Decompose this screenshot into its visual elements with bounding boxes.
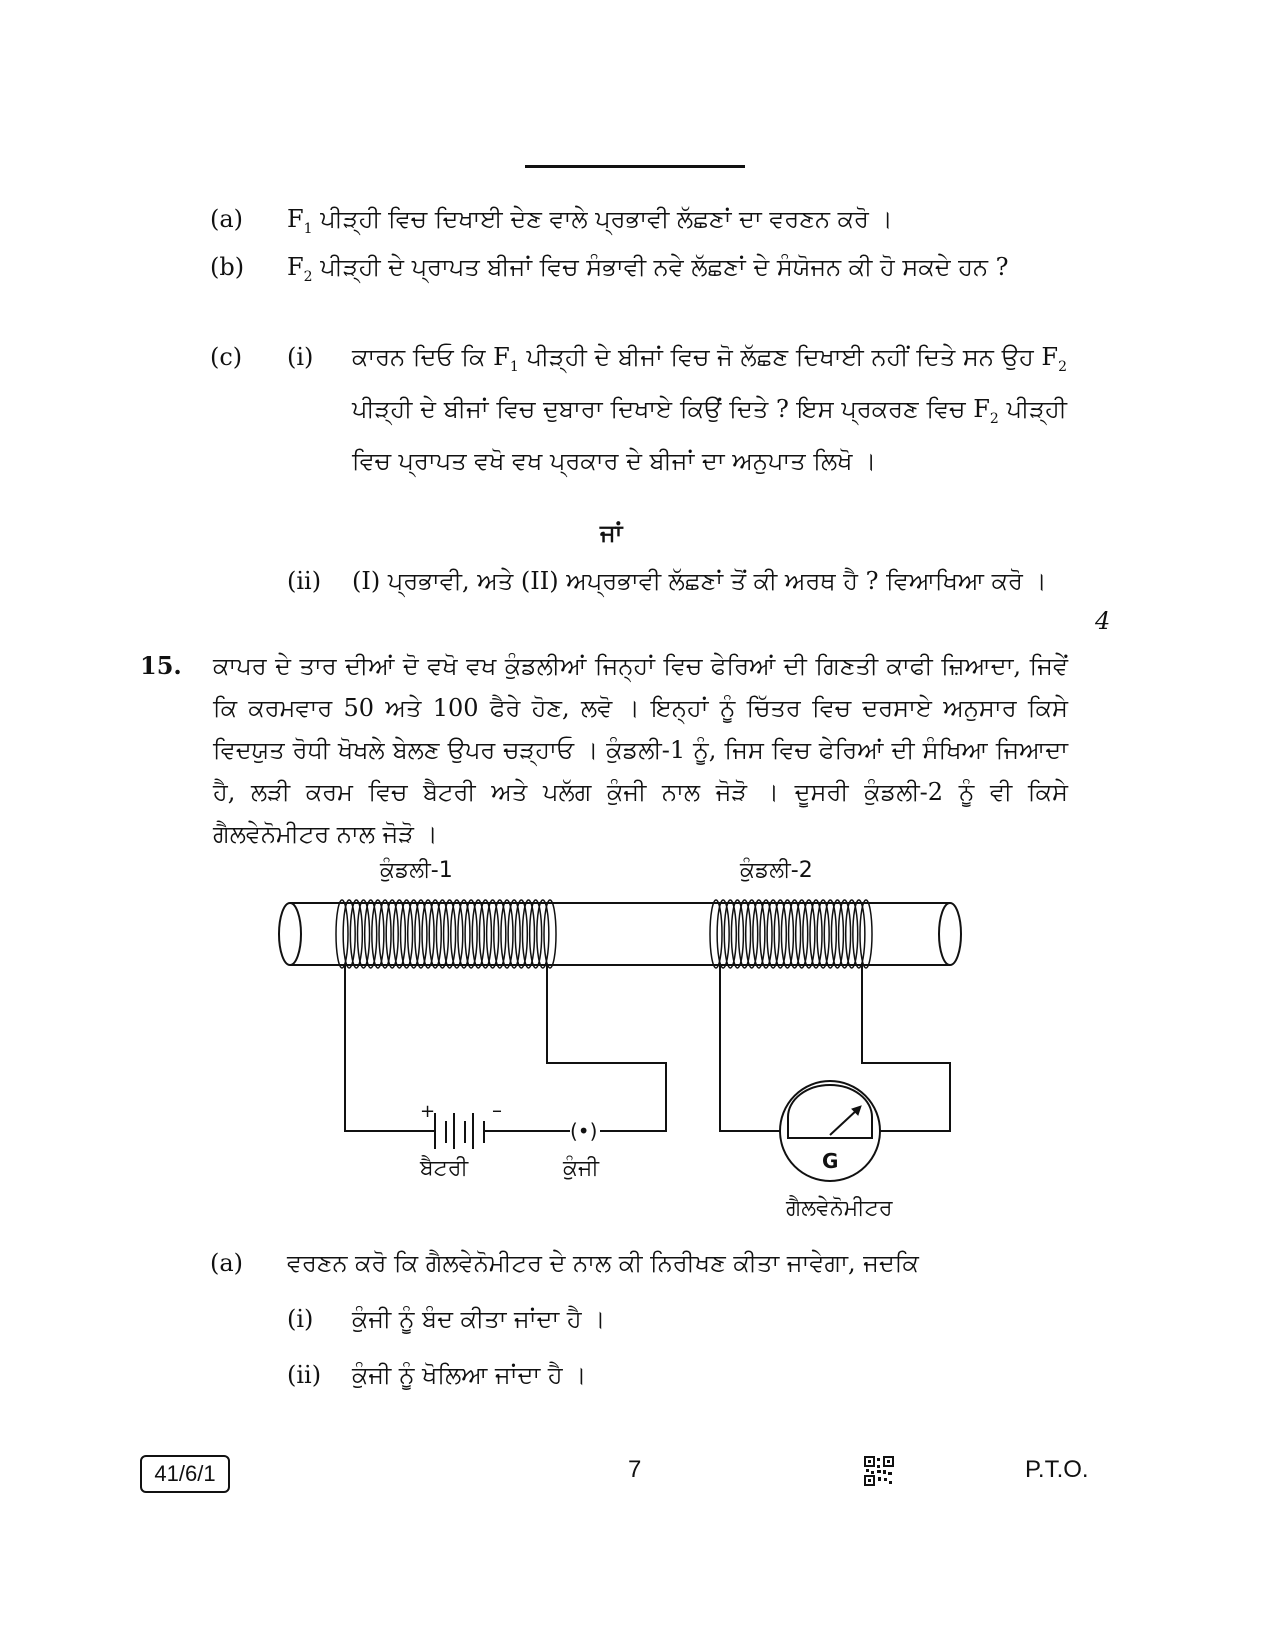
coil-turn xyxy=(710,900,722,968)
coil-turn xyxy=(767,900,779,968)
q15-aii-text: ਕੁੰਜੀ ਨੂੰ ਖੋਲਿਆ ਜਾਂਦਾ ਹੈ । xyxy=(352,1361,587,1389)
q14-a-text: $F_1$ ਪੀੜ੍ਹੀ ਵਿਚ ਦਿਖਾਈ ਦੇਣ ਵਾਲੇ ਪ੍ਰਭਾਵੀ ਲੱਛਣਾਂ ਦਾ ਵਰਣਨ ਕਰੋ । xyxy=(287,205,893,237)
coil-turn xyxy=(760,900,772,968)
galvanometer-label: ਗੈਲਵੇਨੋਮੀਟਰ xyxy=(786,1196,893,1221)
coil-turn xyxy=(537,900,549,968)
coil-turn xyxy=(501,900,513,968)
q14-b-text: $F_2$ ਪੀੜ੍ਹੀ ਦੇ ਪ੍ਰਾਪਤ ਬੀਜਾਂ ਵਿਚ ਸੰਭਾਵੀ ਨਵੇ ਲੱਛਣਾਂ ਦੇ ਸੰਯੋਜਨ ਕੀ ਹੋ ਸਕਦੇ ਹਨ ? xyxy=(287,253,1009,285)
qr-code-icon xyxy=(864,1456,894,1486)
paper-code: 41/6/1 xyxy=(140,1455,230,1493)
coil-turn xyxy=(444,900,456,968)
coil-turn xyxy=(350,900,362,968)
coil-turn xyxy=(479,900,491,968)
coil-turn xyxy=(436,900,448,968)
coil-turn xyxy=(522,900,534,968)
coil-turn xyxy=(724,900,736,968)
battery-label: ਬੈਟਰੀ xyxy=(420,1156,469,1181)
coil-turn xyxy=(472,900,484,968)
q15-a-label: (a) xyxy=(210,1249,244,1277)
coil-turn xyxy=(796,900,808,968)
coil-turn xyxy=(846,900,858,968)
coil2-label: ਕੁੰਡਲੀ-2 xyxy=(740,858,813,883)
coil-turn xyxy=(465,900,477,968)
battery-plus: + xyxy=(420,1101,436,1122)
coil-turn xyxy=(853,900,865,968)
hollow-cylinder xyxy=(279,903,961,965)
q15-a-text: ਵਰਣਨ ਕਰੋ ਕਿ ਗੈਲਵੇਨੋਮੀਟਰ ਦੇ ਨਾਲ ਕੀ ਨਿਰੀਖਣ ਕੀਤਾ ਜਾਵੇਗਾ, ਜਦਕਿ xyxy=(287,1249,919,1277)
coil-turn xyxy=(839,900,851,968)
q15-number: 15. xyxy=(140,651,182,680)
secondary-circuit-wires xyxy=(720,965,950,1131)
coil-turn xyxy=(717,900,729,968)
coil-turn xyxy=(415,900,427,968)
primary-circuit-wires xyxy=(345,965,666,1131)
q15-ai-text: ਕੁੰਜੀ ਨੂੰ ਬੰਦ ਕੀਤਾ ਜਾਂਦਾ ਹੈ । xyxy=(352,1305,606,1333)
coil-turn xyxy=(508,900,520,968)
coil-turn xyxy=(803,900,815,968)
key-label: ਕੁੰਜੀ xyxy=(563,1156,599,1181)
q14-ci-text: ਕਾਰਨ ਦਿਓ ਕਿ $F_1$ ਪੀੜ੍ਹੀ ਦੇ ਬੀਜਾਂ ਵਿਚ ਜੋ ਲੱਛਣ ਦਿਖਾਈ ਨਹੀਂ ਦਿਤੇ ਸਨ ਉਹ $F_2$ ਪੀੜ੍ਹੀ ਦੇ ਬੀਜਾਂ ਵਿਚ ਦੁਬਾਰਾ ਦਿਖਾਏ ਕਿਉਂ ਦਿਤੇ ? ਇਸ ਪ੍ਰਕਰਣ ਵਿਚ $F_2$ ਪੀੜ੍ਹੀ ਵਿਚ ਪ੍ਰਾਪਤ ਵਖੋ ਵਖ ਪ੍ਰਕਾਰ ਦੇ ਬੀਜਾਂ ਦਾ ਅਨੁਪਾਤ ਲਿਖੋ । xyxy=(352,343,1067,475)
or-separator: ਜਾਂ xyxy=(600,518,623,547)
coil-turn xyxy=(451,900,463,968)
coil-turn xyxy=(860,900,872,968)
coil1-windings xyxy=(336,900,556,968)
coil-turn xyxy=(401,900,413,968)
q14-cii-text: (I) ਪ੍ਰਭਾਵੀ, ਅਤੇ (II) ਅਪ੍ਰਭਾਵੀ ਲੱਛਣਾਂ ਤੋਂ ਕੀ ਅਰਥ ਹੈ ? ਵਿਆਖਿਆ ਕਰੋ । xyxy=(352,567,1047,595)
marks: 4 xyxy=(1095,607,1111,635)
coil-turn xyxy=(781,900,793,968)
coil-turn xyxy=(731,900,743,968)
coil-turn xyxy=(429,900,441,968)
q14-c-label: (c) xyxy=(210,343,243,371)
coil-turn xyxy=(386,900,398,968)
q14-a-label: (a) xyxy=(210,205,244,233)
coil-turn xyxy=(544,900,556,968)
coil-circuit-diagram xyxy=(270,855,990,1235)
q14-ci-label: (i) xyxy=(287,343,314,371)
q15-ai-label: (i) xyxy=(287,1305,314,1333)
coil-turn xyxy=(343,900,355,968)
coil-turn xyxy=(810,900,822,968)
q14-b-label: (b) xyxy=(210,253,245,281)
coil1-label: ਕੁੰਡਲੀ-1 xyxy=(380,858,453,883)
coil-turn xyxy=(458,900,470,968)
coil-turn xyxy=(824,900,836,968)
coil-turn xyxy=(789,900,801,968)
coil-turn xyxy=(393,900,405,968)
galvanometer-g: G xyxy=(822,1149,839,1173)
coil-turn xyxy=(372,900,384,968)
coil-turn xyxy=(358,900,370,968)
coil-turn xyxy=(408,900,420,968)
battery-minus: – xyxy=(492,1098,502,1122)
coil-turn xyxy=(494,900,506,968)
q14-cii-label: (ii) xyxy=(287,567,322,595)
q15-text: ਕਾਪਰ ਦੇ ਤਾਰ ਦੀਆਂ ਦੋ ਵਖੋ ਵਖ ਕੁੰਡਲੀਆਂ ਜਿਨ੍ਹਾਂ ਵਿਚ ਫੇਰਿਆਂ ਦੀ ਗਿਣਤੀ ਕਾਫੀ ਜ਼ਿਆਦਾ, ਜਿਵੇਂ ਕਿ ਕਰਮਵਾਰ 50 ਅਤੇ 100 ਫੈਰੇ ਹੋਣ, ਲਵੋ । ਇਨ੍ਹਾਂ ਨੂੰ ਚਿੱਤਰ ਵਿਚ ਦਰਸਾਏ ਅਨੁਸਾਰ ਕਿਸੇ ਵਿਦਯੁਤ ਰੋਧੀ ਖੋਖਲੇ ਬੇਲਣ ਉਪਰ ਚੜ੍ਹਾਓ । ਕੁੰਡਲੀ-1 ਨੂੰ, ਜਿਸ ਵਿਚ ਫੇਰਿਆਂ ਦੀ ਸੰਖਿਆ ਜਿਆਦਾ ਹੈ, ਲੜੀ ਕਰਮ ਵਿਚ ਬੈਟਰੀ ਅਤੇ ਪਲੱਗ ਕੁੰਜੀ ਨਾਲ ਜੋੜੋ । ਦੂਸਰੀ ਕੁੰਡਲੀ-2 ਨੂੰ ਵੀ ਕਿਸੇ ਗੈਲਵੇਨੋਮੀਟਰ ਨਾਲ ਜੋੜੋ । xyxy=(213,652,1068,848)
coil-turn xyxy=(753,900,765,968)
coil-turn xyxy=(422,900,434,968)
pto-label: P.T.O. xyxy=(1025,1456,1089,1483)
coil-turn xyxy=(746,900,758,968)
top-rule xyxy=(525,165,745,168)
coil-turn xyxy=(774,900,786,968)
coil-turn xyxy=(379,900,391,968)
key-symbol: (•) xyxy=(570,1119,598,1143)
coil-turn xyxy=(487,900,499,968)
coil-turn xyxy=(739,900,751,968)
coil-turn xyxy=(365,900,377,968)
coil-turn xyxy=(515,900,527,968)
q15-aii-label: (ii) xyxy=(287,1361,322,1389)
coil-turn xyxy=(817,900,829,968)
coil-turn xyxy=(831,900,843,968)
coil-turn xyxy=(530,900,542,968)
coil-turn xyxy=(336,900,348,968)
page-number: 7 xyxy=(628,1456,642,1483)
coil2-windings xyxy=(710,900,872,968)
